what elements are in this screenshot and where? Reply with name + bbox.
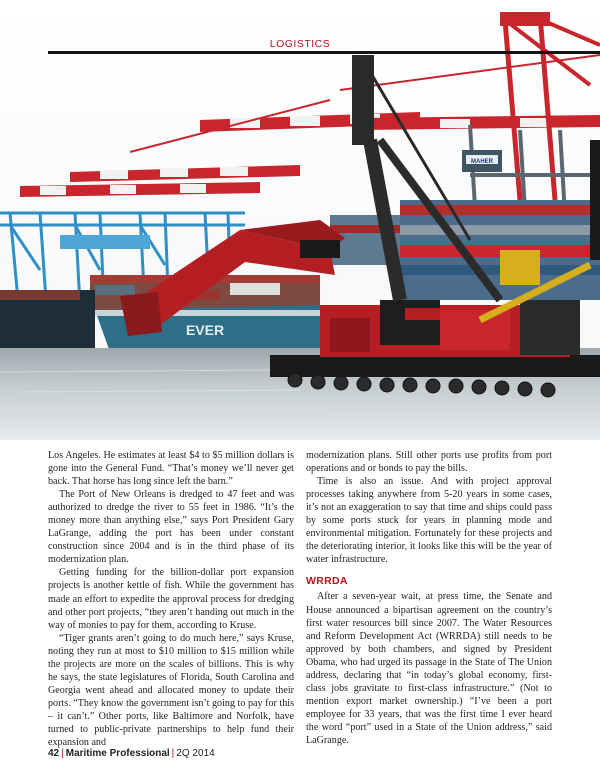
section-label: LOGISTICS [269, 38, 331, 50]
ship-name: EVER [185, 322, 225, 338]
page-number: 42 [48, 748, 60, 759]
paragraph: Getting funding for the billion-dollar port expansion projects is another kettle of fish. While the government has made an effort to expedite the approval process for dredging and other port projects, “they aren’t handing out much in the way of monies to pay for them, according to Kruse. [48, 567, 294, 631]
paragraph: After a seven-year wait, at press time, the Senate and House announced a bipartisan agreement on the country’s first water resources bill since 2007. The Water Resources and Reform Development Act (WRRDA) still needs to be approved by both chambers, and signed by President Obama, who had urged its passage in the State of The Union address, declaring that “in today’s global economy, first-class jobs gravitate to first-class infrastructure.” (Not to mention export market ownership.) “I’ve been a port employee for 33 years, that was the first time I ever heard the word “port” used in a State of the Union address,” said LaGrange. [306, 591, 552, 746]
page-footer: 42 | Maritime Professional | 2Q 2014 [48, 748, 215, 759]
paragraph: Los Angeles. He estimates at least $4 to $5 million dollars is gone into the General Fund. “That’s money we’ll never get back. That horse has long since left the barn.” [48, 450, 294, 488]
paragraph: The Port of New Orleans is dredged to 47 feet and was authorized to dredge the river to 55 feet in 1986. “It’s the money more than anything else,” says Port President Gary LaGrange, adding the port has been under constant construction since 2004 and is in the third phase of its modernization plan. [48, 489, 294, 566]
blue-crane-cab [60, 235, 150, 249]
paragraph: Time is also an issue. And with project approval processes taking anywhere from 5-20 years in some cases, it’s not an exaggeration to say that time and ships could pass by some ports stuck for years in planning mode and environmental mitigation. Fortunately for these projects and the deteriorating interior, it looks like this will be the year of water infrastructure. [306, 476, 552, 566]
article-column-left [48, 449, 294, 749]
crane-sign-text: MAHER [471, 159, 493, 165]
section-subhead: WRRDA [306, 575, 348, 588]
paragraph: “Tiger grants aren’t going to do much here,” says Kruse, noting they run at most to $10 million to $15 million while the projects are more on the scales of billions. This is why he says, the state legislatures of Florida, South Carolina and Georgia went ahead and allocated money to update their ports. “They know the government isn’t going to pay for this – it can’t.” Other ports, like Baltimore and Norfolk, have turned to public-private partnerships to help fund their expansion and [48, 632, 294, 749]
header-rule [48, 51, 600, 54]
issue-label: 2Q 2014 [176, 748, 215, 759]
magazine-title: Maritime Professional [65, 748, 170, 759]
paragraph: modernization plans. Still other ports use profits from port operations and or bonds to pay the bills. [306, 450, 552, 475]
article-column-right [306, 449, 552, 747]
